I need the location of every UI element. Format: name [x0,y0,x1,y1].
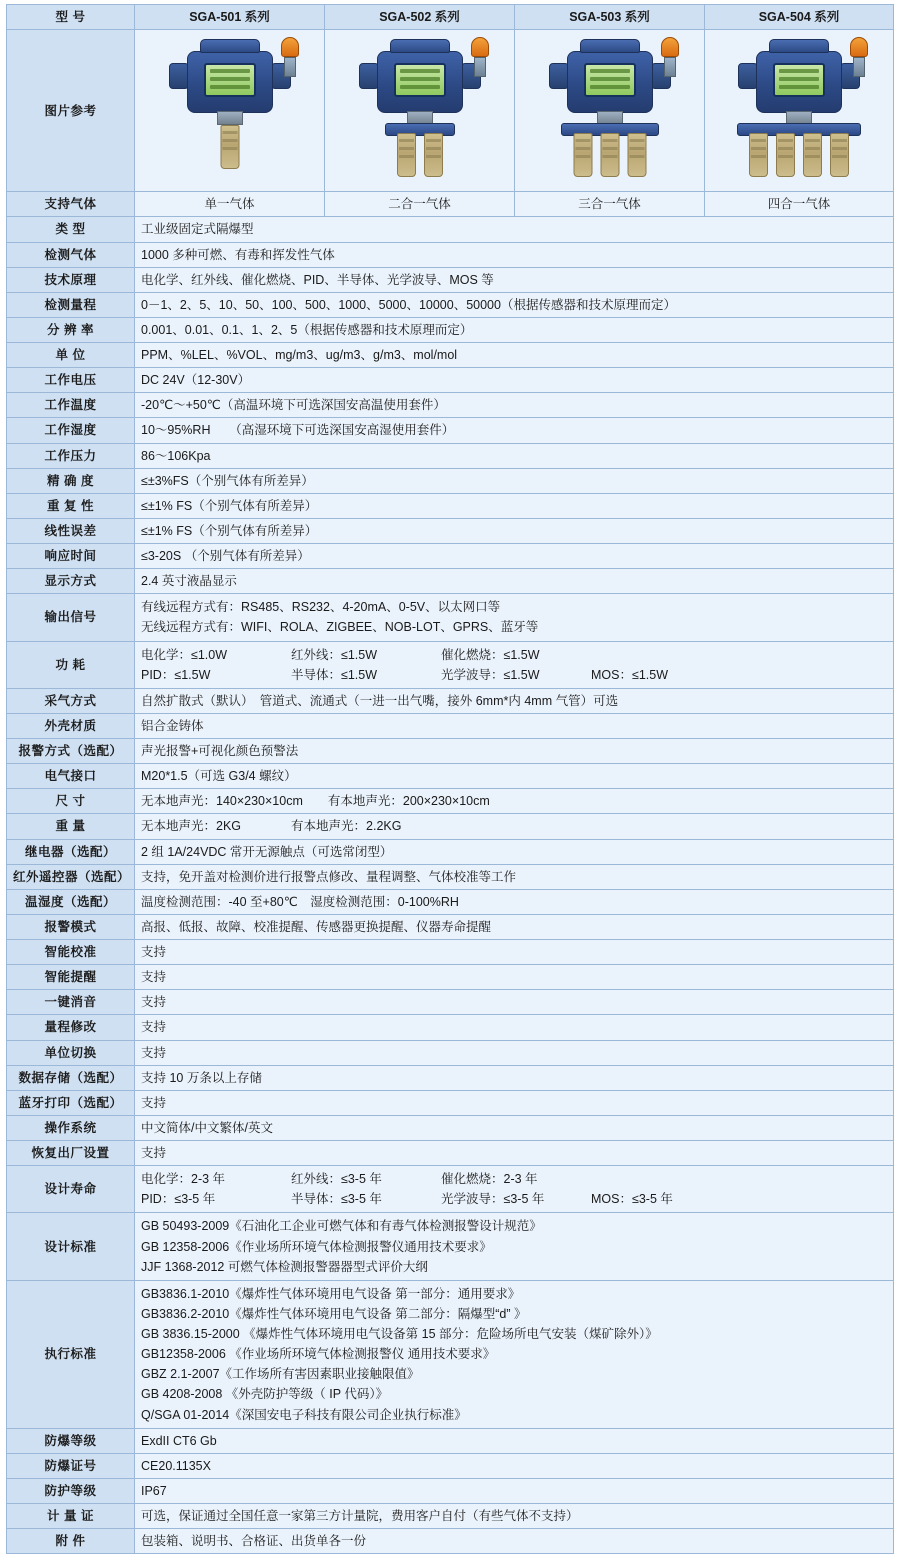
gas-detector-icon-3-probe [525,33,695,183]
table-row [7,343,894,368]
row-value-ingress-protection: IP67 [135,1478,894,1503]
table-row [7,1065,894,1090]
product-image-3 [515,30,705,192]
row-label-detection-range: 检测量程 [7,292,135,317]
row-label-unit-switch: 单位切换 [7,1040,135,1065]
row-label-shell-material: 外壳材质 [7,713,135,738]
table-row [7,839,894,864]
row-label-sampling-method: 采气方式 [7,688,135,713]
row-label-metering-certificate: 计 量 证 [7,1504,135,1529]
table-row [7,1040,894,1065]
row-value-working-humidity: 10～95%RH （高湿环境下可选深国安高湿使用套件） [135,418,894,443]
design-standard-line-1: GB 50493-2009《石油化工企业可燃气体和有毒气体检测报警设计规范》 [141,1219,542,1234]
table-row [7,965,894,990]
row-value-working-voltage: DC 24V（12-30V） [135,368,894,393]
row-value-detection-range: 0－1、2、5、10、50、100、500、1000、5000、10000、50000（根据传感器和技术原理而定） [135,292,894,317]
row-label-alarm-method: 报警方式（选配） [7,739,135,764]
table-row [7,1428,894,1453]
row-label-ir-remote: 红外遥控器（选配） [7,864,135,889]
exec-standard-line-6: GB 4208-2008 《外壳防护等级（ IP 代码）》 [141,1387,389,1402]
table-row [7,1453,894,1478]
row-label-ingress-protection: 防护等级 [7,1478,135,1503]
table-row [7,468,894,493]
row-value-alarm-mode: 高报、低报、故障、校准提醒、传感器更换提醒、仪器寿命提醒 [135,914,894,939]
gas-detector-icon-1-probe [145,33,315,183]
table-row [7,569,894,594]
table-row [7,242,894,267]
row-label-one-key-mute: 一键消音 [7,990,135,1015]
row-label-bluetooth-print: 蓝牙打印（选配） [7,1090,135,1115]
product-image-1 [135,30,325,192]
exec-standard-line-5: GBZ 2.1-2007《工作场所有害因素职业接触限值》 [141,1367,420,1382]
power-semiconductor: 半导体：≤1.5W [291,667,378,682]
lifetime-semiconductor: 半导体：≤3-5 年 [291,1192,382,1207]
row-value-design-lifetime [135,1166,894,1213]
power-line-2 [141,665,887,685]
table-row [7,739,894,764]
supported-gas-2: 二合一气体 [325,192,515,217]
output-signal-line-wired: 有线远程方式有：RS485、RS232、4-20mA、0-5V、以太网口等 [141,600,501,615]
row-label-accuracy: 精 确 度 [7,468,135,493]
row-label-design-standard: 设计标准 [7,1213,135,1280]
row-label-display-mode: 显示方式 [7,569,135,594]
row-label-image-reference: 图片参考 [7,30,135,192]
row-label-design-lifetime: 设计寿命 [7,1166,135,1213]
product-image-4 [705,30,894,192]
lifetime-pid: PID：≤3-5 年 [141,1192,216,1207]
table-row [7,292,894,317]
row-value-design-standard [135,1213,894,1280]
specification-table [6,4,894,1554]
row-value-display-mode: 2.4 英寸液晶显示 [135,569,894,594]
table-row [7,393,894,418]
exec-standard-line-3: GB 3836.15-2000 《爆炸性气体环境用电气设备第 15 部分：危险场所电气安装（煤矿除外）》 [141,1327,658,1341]
row-value-working-pressure: 86～106Kpa [135,443,894,468]
table-row [7,317,894,342]
table-row-model-header [7,5,894,30]
table-row [7,1504,894,1529]
row-label-smart-calibration: 智能校准 [7,940,135,965]
row-label-resolution: 分 辨 率 [7,317,135,342]
table-row [7,688,894,713]
product-image-2 [325,30,515,192]
row-value-exec-standard [135,1280,894,1428]
table-row-design-standard [7,1213,894,1280]
row-value-dimensions: 无本地声光：140×230×10cm 有本地声光：200×230×10cm [135,789,894,814]
row-label-working-voltage: 工作电压 [7,368,135,393]
table-row [7,789,894,814]
row-label-relay: 继电器（选配） [7,839,135,864]
row-label-supported-gas: 支持气体 [7,192,135,217]
table-row [7,1090,894,1115]
table-row [7,889,894,914]
row-label-technical-principle: 技术原理 [7,267,135,292]
supported-gas-3: 三合一气体 [515,192,705,217]
row-value-range-modify: 支持 [135,1015,894,1040]
row-value-factory-reset: 支持 [135,1141,894,1166]
row-value-explosion-proof-grade: ExdII CT6 Gb [135,1428,894,1453]
table-row-output-signal [7,594,894,641]
lifetime-mos: MOS：≤3-5 年 [591,1192,673,1207]
supported-gas-1: 单一气体 [135,192,325,217]
lifetime-line-1 [141,1169,887,1189]
model-header-1: SGA-501 系列 [135,5,325,30]
row-value-electrical-interface: M20*1.5（可选 G3/4 螺纹） [135,764,894,789]
row-label-temp-humidity: 温湿度（选配） [7,889,135,914]
row-value-resolution: 0.001、0.01、0.1、1、2、5（根据传感器和技术原理而定） [135,317,894,342]
row-label-output-signal: 输出信号 [7,594,135,641]
table-row [7,1015,894,1040]
lifetime-optical-waveguide: 光学波导：≤3-5 年 [441,1192,545,1207]
row-value-shell-material: 铝合金铸体 [135,713,894,738]
row-label-working-pressure: 工作压力 [7,443,135,468]
row-value-unit-switch: 支持 [135,1040,894,1065]
row-value-unit: PPM、%LEL、%VOL、mg/m3、ug/m3、g/m3、mol/mol [135,343,894,368]
exec-standard-line-1: GB3836.1-2010《爆炸性气体环境用电气设备 第一部分：通用要求》 [141,1286,521,1301]
row-value-smart-calibration: 支持 [135,940,894,965]
table-row [7,418,894,443]
row-label-repeatability: 重 复 性 [7,493,135,518]
row-label-electrical-interface: 电气接口 [7,764,135,789]
row-value-sampling-method: 自然扩散式（默认） 管道式、流通式（一进一出气嘴，接外 6mm*内 4mm 气管）可选 [135,688,894,713]
row-label-explosion-proof-cert: 防爆证号 [7,1453,135,1478]
row-label-accessories: 附 件 [7,1529,135,1554]
row-value-ir-remote: 支持，免开盖对检测价进行报警点修改、量程调整、气体校准等工作 [135,864,894,889]
row-value-response-time: ≤3-20S （个别气体有所差异） [135,544,894,569]
table-row [7,518,894,543]
table-row [7,493,894,518]
row-label-type: 类 型 [7,217,135,242]
model-header-3: SGA-503 系列 [515,5,705,30]
table-row [7,544,894,569]
row-label-alarm-mode: 报警模式 [7,914,135,939]
row-label-data-storage: 数据存储（选配） [7,1065,135,1090]
row-value-bluetooth-print: 支持 [135,1090,894,1115]
table-row-images [7,30,894,192]
row-value-data-storage: 支持 10 万条以上存储 [135,1065,894,1090]
row-value-power-consumption [135,641,894,688]
gas-detector-icon-4-probe [714,33,884,183]
exec-standard-line-7: Q/SGA 01-2014《深国安电子科技有限公司企业执行标准》 [141,1407,467,1422]
row-value-smart-reminder: 支持 [135,965,894,990]
power-optical-waveguide: 光学波导：≤1.5W [441,667,540,682]
table-row [7,217,894,242]
row-value-repeatability: ≤±1% FS（个别气体有所差异） [135,493,894,518]
output-signal-line-wireless: 无线远程方式有：WIFI、ROLA、ZIGBEE、NOB-LOT、GPRS、蓝牙等 [141,620,539,635]
row-value-detection-gas: 1000 多种可燃、有毒和挥发性气体 [135,242,894,267]
table-row [7,1141,894,1166]
row-value-relay: 2 组 1A/24VDC 常开无源触点（可选常闭型） [135,839,894,864]
exec-standard-line-4: GB12358-2006 《作业场所环境气体检测报警仪 通用技术要求》 [141,1347,496,1362]
row-label-dimensions: 尺 寸 [7,789,135,814]
design-standard-line-2: GB 12358-2006《作业场所环境气体检测报警仪通用技术要求》 [141,1239,492,1254]
design-standard-line-3: JJF 1368-2012 可燃气体检测报警器器型式评价大纲 [141,1259,428,1274]
table-row [7,1115,894,1140]
table-row [7,990,894,1015]
table-row [7,864,894,889]
table-row-exec-standard [7,1280,894,1428]
row-label-exec-standard: 执行标准 [7,1280,135,1428]
row-value-temp-humidity: 温度检测范围：-40 至+80℃ 湿度检测范围：0-100%RH [135,889,894,914]
row-value-alarm-method: 声光报警+可视化颜色预警法 [135,739,894,764]
row-label-unit: 单 位 [7,343,135,368]
lifetime-catalytic: 催化燃烧：2-3 年 [441,1172,538,1187]
row-label-smart-reminder: 智能提醒 [7,965,135,990]
power-line-1 [141,645,887,665]
row-value-technical-principle: 电化学、红外线、催化燃烧、PID、半导体、光学波导、MOS 等 [135,267,894,292]
lifetime-electrochemical: 电化学：2-3 年 [141,1172,226,1187]
table-row [7,914,894,939]
table-row [7,1478,894,1503]
row-label-linearity-error: 线性误差 [7,518,135,543]
table-row [7,443,894,468]
row-label-detection-gas: 检测气体 [7,242,135,267]
row-value-metering-certificate: 可选，保证通过全国任意一家第三方计量院，费用客户自付（有些气体不支持） [135,1504,894,1529]
row-label-explosion-proof-grade: 防爆等级 [7,1428,135,1453]
row-value-weight: 无本地声光：2KG 有本地声光：2.2KG [135,814,894,839]
row-value-operating-system: 中文简体/中文繁体/英文 [135,1115,894,1140]
supported-gas-4: 四合一气体 [705,192,894,217]
power-pid: PID：≤1.5W [141,667,211,682]
row-value-accessories: 包装箱、说明书、合格证、出货单各一份 [135,1529,894,1554]
row-value-explosion-proof-cert: CE20.1135X [135,1453,894,1478]
row-value-linearity-error: ≤±1% FS（个别气体有所差异） [135,518,894,543]
row-value-working-temperature: -20℃～+50℃（高温环境下可选深国安高温使用套件） [135,393,894,418]
power-electrochemical: 电化学：≤1.0W [141,647,228,662]
power-catalytic: 催化燃烧：≤1.5W [441,647,540,662]
table-row-power [7,641,894,688]
table-row [7,814,894,839]
row-label-model: 型 号 [7,5,135,30]
row-label-range-modify: 量程修改 [7,1015,135,1040]
gas-detector-icon-2-probe [335,33,505,183]
table-row-supported-gas [7,192,894,217]
row-value-one-key-mute: 支持 [135,990,894,1015]
row-value-accuracy: ≤±3%FS（个别气体有所差异） [135,468,894,493]
table-row [7,368,894,393]
row-label-working-temperature: 工作温度 [7,393,135,418]
table-row [7,713,894,738]
row-value-type: 工业级固定式隔爆型 [135,217,894,242]
row-label-working-humidity: 工作湿度 [7,418,135,443]
model-header-2: SGA-502 系列 [325,5,515,30]
row-label-operating-system: 操作系统 [7,1115,135,1140]
power-mos: MOS：≤1.5W [591,667,669,682]
table-row-design-lifetime [7,1166,894,1213]
model-header-4: SGA-504 系列 [705,5,894,30]
lifetime-infrared: 红外线：≤3-5 年 [291,1172,382,1187]
power-infrared: 红外线：≤1.5W [291,647,378,662]
row-label-power-consumption: 功 耗 [7,641,135,688]
table-row [7,267,894,292]
row-label-factory-reset: 恢复出厂设置 [7,1141,135,1166]
table-row [7,764,894,789]
row-label-response-time: 响应时间 [7,544,135,569]
table-row [7,940,894,965]
lifetime-line-2 [141,1189,887,1209]
row-value-output-signal [135,594,894,641]
table-row [7,1529,894,1554]
exec-standard-line-2: GB3836.2-2010《爆炸性气体环境用电气设备 第二部分：隔爆型“d” 》 [141,1306,527,1321]
row-label-weight: 重 量 [7,814,135,839]
